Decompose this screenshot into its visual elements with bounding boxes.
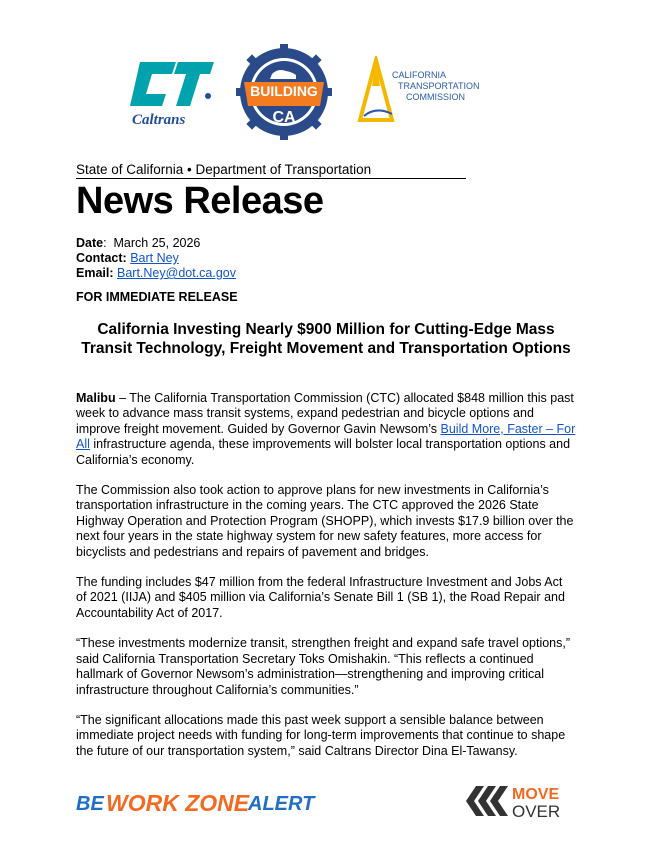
- ctc-logo-icon: [356, 56, 496, 126]
- work-zone-text: WORK ZONE: [106, 790, 250, 816]
- article-body: [76, 391, 576, 774]
- building-text: BUILDING: [250, 83, 318, 99]
- contact-link[interactable]: Bart Ney: [130, 251, 179, 265]
- header-logos: [0, 44, 650, 144]
- ctc-line3: COMMISSION: [406, 92, 466, 102]
- paragraph-3: The funding includes $47 million from the federal Infrastructure Investment and Jobs Act of 2021 (IIJA) and $405 million via California’s Senate Bill 1 (SB 1), the Road Repair and Accountability Act of 2017.: [76, 575, 565, 620]
- headline: California Investing Nearly $900 Million for Cutting-Edge Mass Transit Technology, Freight Movement and Transportation Options: [81, 321, 571, 357]
- date-value: March 25, 2026: [113, 236, 201, 250]
- paragraph-2: The Commission also took action to approve plans for new investments in California’s transportation infrastructure in the coming years. The CTC approved the 2026 State Highway Operation and Protection Program (SHOPP), which invests $17.9 billion over the next four years in the state highway system for new safety features, more access for bicyclists and pedestrians and repairs of pavement and bridges.: [76, 483, 574, 559]
- email-link[interactable]: Bart.Ney@dot.ca.gov: [117, 266, 236, 280]
- email-row: [76, 266, 236, 281]
- building-ca-badge-icon: [236, 44, 332, 140]
- date-row: Date: March 25, 2026: [76, 236, 201, 250]
- location: Malibu: [76, 391, 116, 405]
- paragraph-4: “These investments modernize transit, strengthen freight and expand safe travel options,” said California Transportation Secretary Toks Omishakin. “This reflects a continued hallmark of Governor Newsom’s administration—strengthening and improving critical infrastructure throughout California’s communities.”: [76, 636, 571, 697]
- be-text: BE: [76, 793, 104, 815]
- contact-row: [76, 251, 236, 266]
- paragraph-1-text-b: infrastructure agenda, these improvements will bolster local transportation options and California’s economy.: [76, 437, 571, 467]
- caltrans-wordmark: Caltrans: [132, 112, 186, 128]
- ctc-line1: CALIFORNIA: [392, 70, 447, 80]
- over-text: OVER: [512, 802, 561, 820]
- department-line: State of California • Department of Transportation: [76, 162, 466, 179]
- paragraph-1: [76, 391, 576, 468]
- caltrans-logo-icon: [126, 60, 216, 130]
- alert-text: ALERT: [248, 793, 315, 815]
- move-text: MOVE: [512, 786, 560, 803]
- paragraph-1-text-a: – The California Transportation Commission (CTC) allocated $848 million this past week to advance mass transit systems, expand pedestrian and bicycle options and improve freight movement. Guided by Governor Gavin Newsom’s: [76, 391, 574, 436]
- ctc-line2: TRANSPORTATION: [398, 81, 480, 91]
- build-more-link[interactable]: Build More, Faster – For All: [76, 421, 576, 452]
- contact-label: Contact:: [76, 251, 127, 265]
- email-label: Email:: [76, 266, 114, 280]
- work-zone-alert-logo-icon: [76, 788, 316, 816]
- date-label: Date: [76, 236, 104, 250]
- contact-meta: [76, 236, 236, 281]
- ca-text: CA: [272, 109, 296, 126]
- move-over-logo-icon: [466, 782, 578, 820]
- paragraph-5: “The significant allocations made this past week support a sensible balance between immediate project needs with funding for long-term improvements that continue to shape the future of our transportation system,” said Caltrans Director Dina El-Tawansy.: [76, 712, 566, 758]
- release-label: FOR IMMEDIATE RELEASE: [76, 290, 238, 304]
- page-title: News Release: [76, 180, 324, 222]
